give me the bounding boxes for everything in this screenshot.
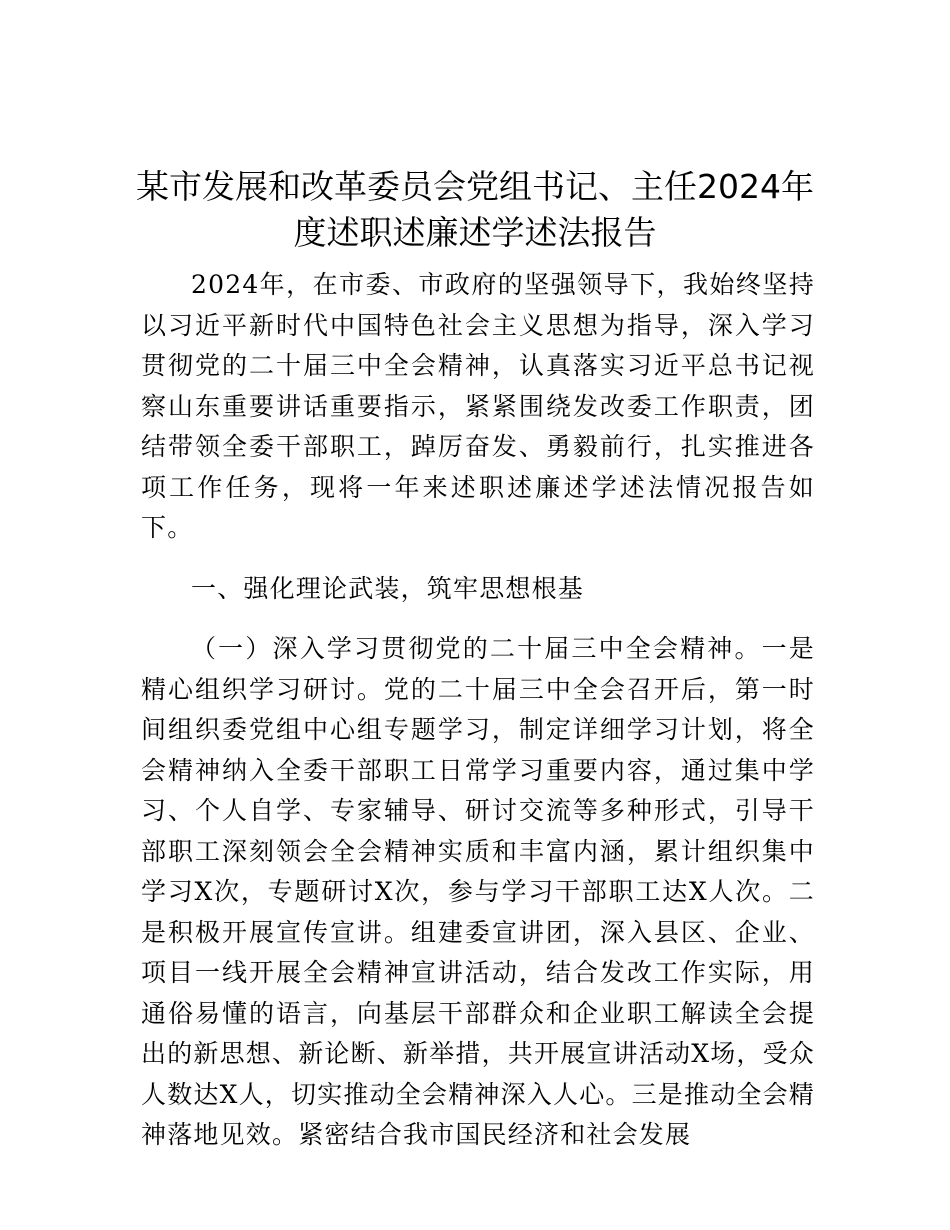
intro-paragraph: 2024年，在市委、市政府的坚强领导下，我始终坚持以习近平新时代中国特色社会主义思想为指导，深入学习贯彻党的二十届三中全会精神，认真落实习近平总书记视察山东重要讲话重要指示，紧紧围绕发改委工作职责，团结带领全委干部职工，踔厉奋发、勇毅前行，扎实推进各项工作任务，现将一年来述职述廉述学述法情况报告如下。 xyxy=(141,270,815,542)
document-body xyxy=(141,265,815,1156)
section-heading: 一、强化理论武装，筑牢思想根基 xyxy=(191,573,585,603)
section-paragraph: （一）深入学习贯彻党的二十届三中全会精神。一是精心组织学习研讨。党的二十届三中全会召开后，第一时间组织委党组中心组专题学习，制定详细学习计划，将全会精神纳入全委干部职工日常学习重要内容，通过集中学习、个人自学、专家辅导、研讨交流等多种形式，引导干部职工深刻领会全会精神实质和丰富内涵，累计组织集中学习X次，专题研讨X次，参与学习干部职工达X人次。二是积极开展宣传宣讲。组建委宣讲团，深入县区、企业、项目一线开展全会精神宣讲活动，结合发改工作实际，用通俗易懂的语言，向基层干部群众和企业职工解读全会提出的新思想、新论断、新举措，共开展宣讲活动X场，受众人数达X人，切实推动全会精神深入人心。三是推动全会精神落地见效。紧密结合我市国民经济和社会发展 xyxy=(141,634,816,1149)
document-title: 某市发展和改革委员会党组书记、主任2024年度述职述廉述学述法报告 xyxy=(136,167,814,252)
